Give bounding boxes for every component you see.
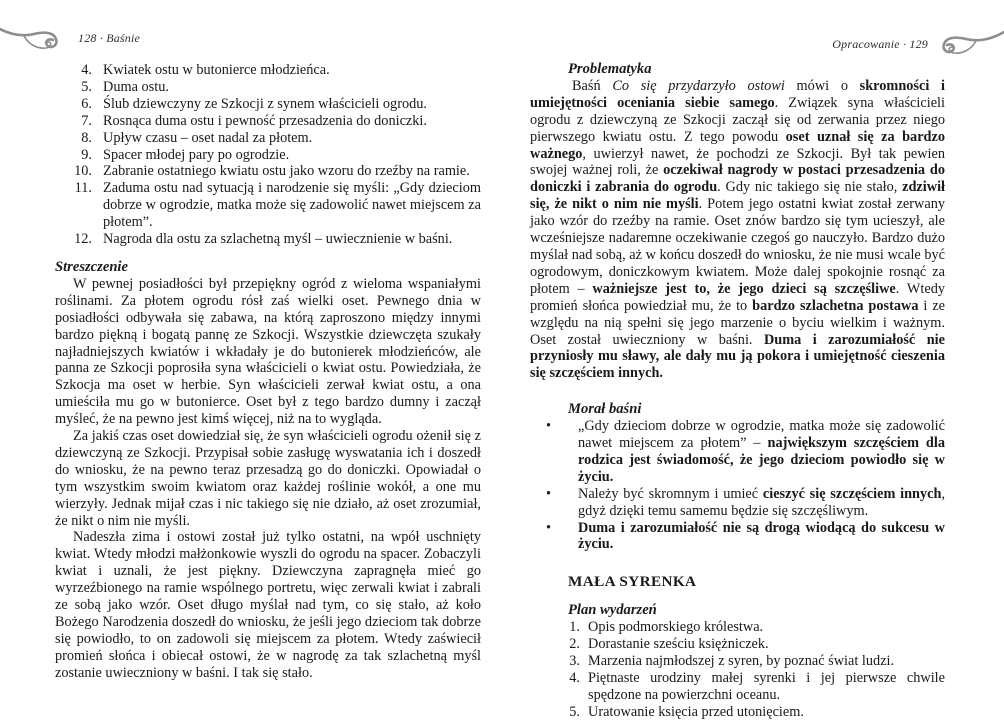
list-item: [55, 96, 481, 113]
page-header-left: 128 · Baśnie: [78, 31, 141, 45]
text-segment: oset uznał się za bardzo ważnego: [530, 128, 945, 162]
list-item: [55, 113, 481, 130]
list-item: [55, 163, 481, 180]
list-item: [55, 180, 481, 231]
text-segment: Marzenia najmłodszej z syren, by poznać świat ludzi.: [588, 653, 895, 669]
text-segment: . Gdy nic takiego się nie stało,: [717, 179, 903, 196]
list-item-text: [103, 147, 481, 164]
moral-heading: Morał baśni: [568, 401, 642, 418]
list-item: [530, 486, 945, 520]
list-item: [55, 79, 481, 96]
list-item-text: [588, 653, 945, 670]
text-segment: „Gdy dzieciom dobrze w ogrodzie, matka może się zadowolić nawet miejscem za płotem” –: [578, 418, 945, 452]
text-segment: największym szczęściem dla rodzica jest świadomość, że jego dzieciom powiodło się w życiu.: [578, 435, 945, 485]
list-item-text: [578, 418, 945, 486]
list-item: [55, 62, 481, 79]
list-item: [530, 653, 945, 670]
list-item-text: [103, 231, 481, 248]
streszczenie-heading: Streszczenie: [55, 258, 128, 275]
text-segment: Ślub dziewczyny ze Szkocji z synem właścicieli ogrodu.: [103, 95, 427, 112]
list-item-marker: 2.: [569, 636, 580, 653]
text-segment: Duma ostu.: [103, 78, 169, 95]
text-segment: Opis podmorskiego królestwa.: [588, 619, 764, 636]
text-segment: Duma i zarozumiałość nie są drogą wiodącą do sukcesu w życiu.: [578, 519, 945, 553]
text-segment: ważniejsze jest to, że jego dzieci są szczęśliwe: [592, 280, 896, 297]
text-segment: . Potem jego ostatni kwiat został zerwany jako wzór do rzeźby na ramie. Oset znów bardzo się tym ucieszył, ale wcześniejsze nadaremne oczekiwanie czegoś go nauczyło. Bardzo dużo myślał nad sobą, aż w końcu doszedł do wniosku, że nie musi wcale być ogrodowym, doniczkowym kwiatem. Może dalej spokojnie rosnąć za płotem –: [530, 196, 945, 297]
text-segment: zdziwił się, że nikt o nim nie myśli: [530, 179, 946, 213]
text-segment: , uwierzył nawet, że pochodzi ze Szkocji. Był tak pewien swojej ważnej roli, że: [530, 145, 945, 179]
text-segment: Rosnąca duma ostu i pewność przesadzenia do doniczki.: [103, 112, 427, 129]
list-item-marker: 12.: [74, 231, 92, 248]
text-segment: Nagroda dla ostu za szlachetną myśl – uwiecznienie w baśni.: [103, 231, 453, 248]
text-segment: Uratowanie księcia przed utonięciem.: [588, 703, 804, 720]
list-item-marker: 9.: [81, 146, 92, 163]
list-item-text: [103, 163, 481, 180]
list-item-text: [588, 670, 945, 704]
plan-list-continued: [55, 62, 481, 248]
list-item: [530, 636, 945, 653]
plan-heading: Plan wydarzeń: [568, 602, 657, 619]
list-item: [530, 670, 945, 704]
list-item-text: [103, 79, 481, 96]
text-segment: Zabranie ostatniego kwiatu ostu jako wzoru do rzeźby na ramie.: [103, 163, 470, 180]
list-item-text: [578, 486, 945, 520]
list-item: [530, 418, 945, 486]
text-segment: Należy być skromnym i umieć: [578, 485, 763, 502]
list-item: [55, 147, 481, 164]
list-item-marker: 11.: [74, 180, 92, 197]
list-item-marker: •: [546, 485, 552, 502]
text-segment: Spacer młodej pary po ogrodzie.: [103, 146, 290, 163]
text-segment: . Związek syna właścicieli ogrodu z dziewczyną ze Szkocji zaczął się od zerwania przez niego pierwszego kwiatu ostu. Z tego powodu: [530, 94, 945, 145]
list-item-marker: 5.: [569, 703, 580, 720]
summary-paragraph: W pewnej posiadłości był przepiękny ogród z wieloma wspaniałymi roślinami. Za płotem ogrodu rósł zaś wielki oset. Pewnego dnia w posiadłości odbywała się zabawa, na którą zaproszono między innymi bardzo piękną i bogatą pannę ze Szkocji. Wszystkie dziewczęta szukały najładniejszych kwiatów i wkładały je do butonierek młodzieńców, ale panna ze Szkocji poprosiła syna właścicieli o kwiat ostu. Powiedziała, że Szkocja ma oset w herbie. Syn właścicieli zerwał kwiat ostu, a ona umieściła mu go w butonierce. Oset był z tego bardzo dumny i zaczął myśleć, że na pewno jest kimś więcej, niż na to wygląda.: [55, 275, 481, 428]
text-segment: cieszyć się szczęściem innych: [762, 485, 942, 502]
text-segment: bardzo szlachetna postawa: [752, 297, 919, 314]
problematyka-paragraph: [530, 78, 945, 382]
text-segment: i ze względu na nią spełni się jego marzenie o byciu wielkim i ważnym. Oset został uwieczniony w baśni.: [530, 297, 946, 348]
right-page-column: [530, 58, 945, 721]
list-item-text: [588, 619, 945, 636]
list-item: [55, 231, 481, 248]
list-item: [530, 619, 945, 636]
text-segment: Zaduma ostu nad sytuacją i narodzenie się myśli: „Gdy dzieciom dobrze w ogrodzie, matka może się zadowolić nawet miejscem za płotem”.: [103, 180, 481, 231]
left-page-column: [55, 58, 481, 682]
list-item-marker: •: [546, 519, 552, 536]
syrenka-title: MAŁA SYRENKA: [568, 573, 697, 591]
list-item: [530, 704, 945, 721]
corner-flourish-icon: [934, 26, 1004, 62]
text-segment: oczekiwał nagrody w postaci przesadzenia do doniczki i zabrania do ogrodu: [530, 162, 945, 196]
text-segment: Duma i zarozumiałość nie przyniosły mu sławy, ale dały mu ją pokora i umiejętność cieszenia się szczęściem innych.: [530, 331, 945, 382]
list-item-text: [103, 130, 481, 147]
list-item: [530, 520, 945, 554]
list-item-marker: •: [546, 418, 552, 435]
problematyka-heading: Problematyka: [568, 61, 652, 77]
list-item-text: [578, 520, 945, 554]
moral-list: [530, 418, 945, 553]
list-item-text: [103, 96, 481, 113]
list-item-text: [588, 636, 945, 653]
list-item-marker: 1.: [569, 619, 580, 636]
text-segment: Kwiatek ostu w butonierce młodzieńca.: [103, 62, 330, 78]
list-item: [55, 130, 481, 147]
list-item-marker: 6.: [81, 95, 92, 112]
corner-flourish-icon: [0, 21, 66, 57]
list-item-marker: 4.: [81, 62, 92, 78]
list-item-marker: 10.: [74, 163, 92, 180]
list-item-marker: 3.: [569, 653, 580, 669]
list-item-text: [103, 113, 481, 130]
text-segment: Upływ czasu – oset nadal za płotem.: [103, 129, 313, 146]
text-segment: Co się przydarzyło ostowi: [612, 77, 785, 94]
list-item-text: [588, 704, 945, 721]
text-segment: Piętnaste urodziny małej syrenki i jej pierwsze chwile spędzone na powierzchni oceanu.: [588, 669, 945, 703]
list-item-marker: 8.: [81, 129, 92, 146]
summary-paragraph: Nadeszła zima i ostowi został już tylko ostatni, na wpół uschnięty kwiat. Wtedy młodzi małżonkowie wyszli do ogrodu na spacer. Zobaczyli kwiat i uznali, że jest piękny. Dziewczyna zapragnęła mieć go wyrzeźbionego na ramie wspólnego portretu, więc zerwali kwiat i zabrali ze sobą jako wzór. Oset długo myślał nad tym, co się stało, aż koło Bożego Narodzenia doszedł do wniosku, że jeśli jego dzieciom tak dobrze się powiodło, to on zadowoli się miejscem za płotem. Wtedy zaświecił promień słońca i obiecał ostowi, że w nagrodę za tak szlachetną myśl zostanie uwieczniony w baśni. I tak się stało.: [55, 529, 481, 681]
list-item-marker: 7.: [81, 112, 92, 129]
text-segment: skromności i umiejętności oceniania siebie samego: [530, 77, 945, 111]
text-segment: Dorastanie sześciu księżniczek.: [588, 636, 769, 653]
text-segment: Baśń: [572, 77, 613, 94]
summary-paragraph: Za jakiś czas oset dowiedział się, że syn właścicieli ogrodu ożenił się z dziewczyną ze Szkocji. Przypisał sobie zasługę wyswatania ich i doszedł do wniosku, że na pewno teraz przesadzą go do doniczki. Opowiadał o tym wszystkim swoim kwiatom oraz każdej roślinie wokół, a one mu wierzyły. Jednak mijał czas i nic takiego się nie działo, aż oset zrozumiał, że nikt o nim nie myśli.: [55, 428, 481, 529]
list-item-marker: 4.: [569, 669, 580, 686]
page-header-right: Opracowanie · 129: [832, 37, 928, 51]
text-segment: mówi o: [784, 77, 860, 94]
list-item-text: [103, 62, 481, 79]
list-item-text: [103, 180, 481, 231]
text-segment: . Wtedy promień słońca powiedział mu, że to: [530, 280, 945, 314]
syrenka-plan-list: [530, 619, 945, 720]
text-segment: , gdyż dzięki temu samemu będzie się szczęśliwym.: [578, 485, 946, 519]
list-item-marker: 5.: [81, 78, 92, 95]
